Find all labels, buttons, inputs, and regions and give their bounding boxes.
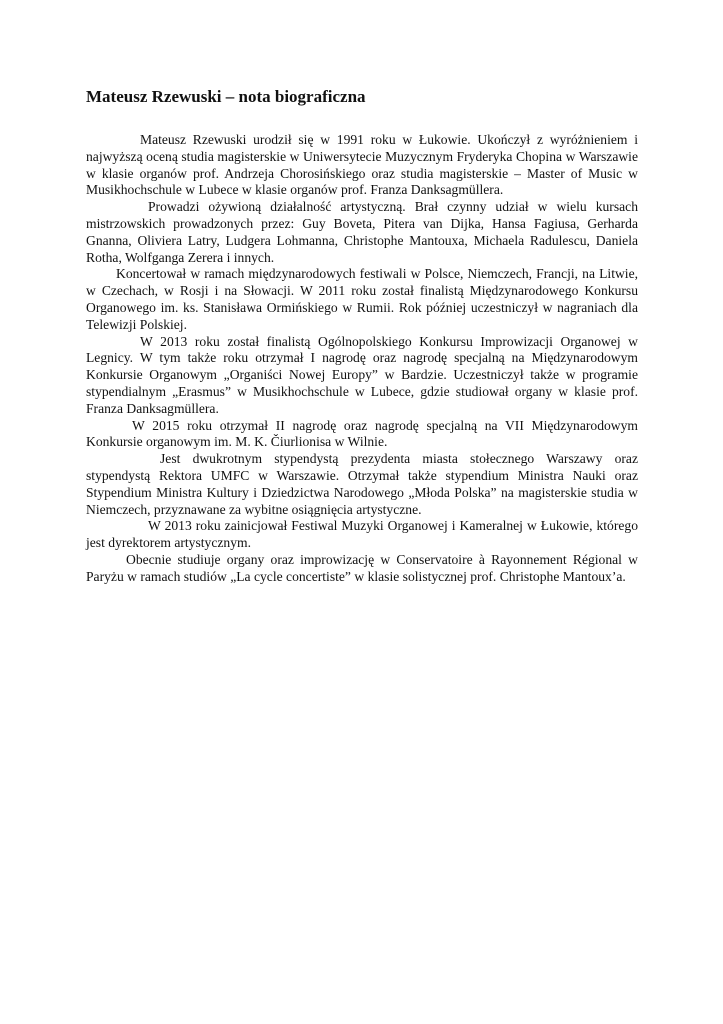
- paragraph-2013-awards: W 2013 roku został finalistą Ogólnopolskiego Konkursu Improwizacji Organowej w Legnicy. W tym także roku otrzymał I nagrodę oraz nagrodę specjalną na Międzynarodowym Konkursie Organowym „Organiści Nowej Europy” w Bardzie. Uczestniczył także w programie stypendialnym „Erasmus” w Musikhochschule w Lubece, gdzie studiował organy w klasie prof. Franza Danksagmüllera.: [86, 333, 638, 416]
- paragraph-current-studies: Obecnie studiuje organy oraz improwizację w Conservatoire à Rayonnement Régional w Paryżu w ramach studiów „La cycle concertiste” w klasie solistycznej prof. Christophe Mantoux’a.: [86, 551, 638, 584]
- paragraph-scholarships: Jest dwukrotnym stypendystą prezydenta miasta stołecznego Warszawy oraz stypendystą Rektora UMFC w Warszawie. Otrzymał także stypendium Ministra Nauki oraz Stypendium Ministra Kultury i Dziedzictwa Narodowego „Młoda Polska” na magisterskie studia w Niemczech, przyznawane za wybitne osiągnięcia artystyczne.: [86, 451, 638, 517]
- paragraph-education: Mateusz Rzewuski urodził się w 1991 roku w Łukowie. Ukończył z wyróżnieniem i najwyższą oceną studia magisterskie w Uniwersytecie Muzycznym Fryderyka Chopina w Warszawie w klasie organów prof. Andrzeja Chorosińskiego oraz studia magisterskie – Master of Music w Musikhochschule w Lubece w klasie organów prof. Franza Danksagmüllera.: [86, 132, 638, 198]
- paragraph-concerts: Koncertował w ramach międzynarodowych festiwali w Polsce, Niemczech, Francji, na Litwie, w Czechach, w Rosji i na Słowacji. W 2011 roku został finalistą Międzynarodowego Konkursu Organowego im. ks. Stanisława Ormińskiego w Rumii. Rok później uczestniczył w nagraniach dla Telewizji Polskiej.: [86, 266, 638, 332]
- paragraph-masterclasses: Prowadzi ożywioną działalność artystyczną. Brał czynny udział w wielu kursach mistrzowskich prowadzonych przez: Guy Boveta, Pitera van Dijka, Hansa Fagiusa, Gerharda Gnanna, Oliviera Latry, Ludgera Lohmanna, Christophe Mantouxa, Michaela Radulescu, Daniela Rotha, Wolfganga Zerera i innych.: [86, 199, 638, 265]
- paragraph-2015-award: W 2015 roku otrzymał II nagrodę oraz nagrodę specjalną na VII Międzynarodowym Konkursie organowym im. M. K. Čiurlionisa w Wilnie.: [86, 417, 638, 450]
- paragraph-festival: W 2013 roku zainicjował Festiwal Muzyki Organowej i Kameralnej w Łukowie, którego jest dyrektorem artystycznym.: [86, 518, 638, 551]
- document-body: [86, 86, 638, 586]
- document-title: Mateusz Rzewuski – nota biograficzna: [86, 87, 366, 106]
